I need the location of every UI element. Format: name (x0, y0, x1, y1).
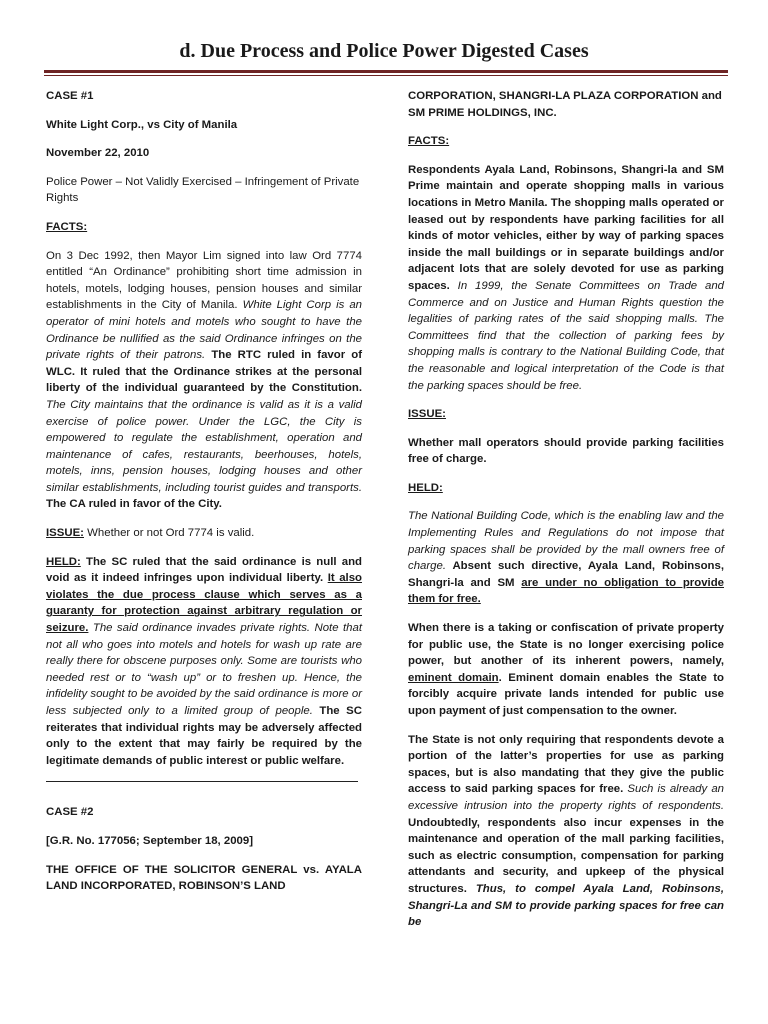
case1-facts-text-4: The City maintains that the ordinance is valid as it is a valid exercise of police power. Under the LGC, the City is empowered to regulate the establishment, operation and maintenance of cafes, restaurants, beerhouses, hotels, motels, inns, pension houses, lodging houses and other similar establishments, including tourist guides and transports. (46, 398, 362, 494)
left-column (46, 88, 362, 907)
case2-parties-end: CORPORATION, SHANGRI-LA PLAZA CORPORATION and SM PRIME HOLDINGS, INC. (408, 90, 722, 119)
case1-issue-text: Whether or not Ord 7774 is valid. (83, 527, 255, 540)
page-title: d. Due Process and Police Power Digested Cases (179, 40, 589, 62)
case1-issue-label: ISSUE: (46, 527, 84, 540)
case2-issue-text: Whether mall operators should provide parking facilities free of charge. (408, 436, 724, 466)
title-rule-thin (44, 75, 728, 76)
case1-date: November 22, 2010 (46, 147, 150, 160)
case1-facts-text-1: On 3 Dec 1992, then Mayor Lim signed into law Ord 7774 entitled “An Ordinance” prohibiting short time admission in hotels, motels, lodging houses, pension houses and similar establishments in the City of Manila. (46, 249, 362, 312)
case1-parties: White Light Corp., vs City of Manila (46, 118, 238, 131)
case1-held-text-1: The SC ruled that the said ordinance is null and void as it indeed infringes upon individual liberty. (46, 555, 362, 585)
case2-held-p3-text-1: The State is not only requiring that respondents devote a portion of the latter’s properties for use as parking spaces, but is also mandating that they give the public access to said parking spaces for free. (408, 733, 724, 796)
right-column (408, 88, 724, 943)
case2-held-paragraph-1 (408, 508, 724, 608)
case2-issue-heading: ISSUE: (408, 408, 446, 421)
case2-held-p3-text-4: Thus, to compel Ayala Land, Robinsons, Shangri-La and SM to provide parking spaces for free can be (408, 882, 725, 929)
case2-facts-heading: FACTS: (408, 135, 450, 148)
case2-held-p3-text-3: Undoubtedly, respondents also incur expenses in the maintenance and operation of the mall parking facilities, such as electric consumption, compensation for parking attendants and security, and upkeep of the physical structures. (408, 816, 724, 895)
case2-held-p2-text-3: . Eminent domain enables the State to forcibly acquire private lands intended for public use upon payment of just compensation to the owner. (408, 671, 724, 717)
case1-held-label: HELD: (46, 555, 81, 568)
case1-facts-text-3: The RTC ruled in favor of WLC. It ruled that the Ordinance strikes at the personal liberty of the individual guaranteed by the Constitution. (46, 349, 362, 395)
case1-facts (46, 248, 362, 514)
case1-facts-text-5: The CA ruled in favor of the City. (46, 498, 222, 511)
case1-label: CASE #1 (46, 90, 94, 102)
case2-held-p2-text-1: When there is a taking or confiscation of private property for public use, the State is no longer exercising police power, but another of its inherent powers, namely, (408, 622, 724, 668)
case2-held-p1-text-2: Absent such directive, Ayala Land, Robinsons, Shangri-la and SM (408, 560, 724, 589)
case1-held (46, 554, 362, 770)
case2-facts-text-2: In 1999, the Senate Committees on Trade and Commerce and on Justice and Human Rights question the legalities of parking rates of the said shopping malls. The Committees find that the collection of parking fees by shopping malls is contrary to the National Building Code, that the reasonable and logical interpretation of the Code is that the parking spaces should be free. (408, 279, 724, 392)
case1-facts-heading: FACTS: (46, 220, 88, 233)
title-rule (44, 70, 728, 73)
case2-held-p2-text-2: eminent domain (408, 671, 499, 684)
case2-parties-start: THE OFFICE OF THE SOLICITOR GENERAL vs. AYALA LAND INCORPORATED, ROBINSON’S LAND (46, 863, 362, 893)
case2-held-p3-text-2: Such is already an excessive intrusion into the property rights of respondents. (408, 783, 724, 812)
case2-held-heading: HELD: (408, 481, 443, 494)
case2-gr-number: [G.R. No. 177056; September 18, 2009] (46, 834, 254, 847)
case2-facts (408, 162, 724, 394)
case1-held-text-4: The SC reiterates that individual rights may be adversely affected only to the extent that may fairly be required by the legitimate demands of public interest or public welfare. (46, 705, 362, 767)
case1-facts-text-2: White Light Corp is an operator of mini hotels and motels who sought to have the Ordinance be nullified as the said Ordinance infringes on the private rights of their patrons. (46, 299, 362, 362)
case1-held-text-2: It also violates the due process clause which serves as a guaranty for protection against arbitrary regulation or seizure. (46, 572, 362, 635)
case2-facts-text-1: Respondents Ayala Land, Robinsons, Shangri-la and SM Prime maintain and operate shopping malls in various locations in Metro Manila. The shopping malls operated or leased out by respondents have parking facilities for all kinds of motor vehicles, either by way of parking spaces inside the mall buildings or in separate buildings and/or adjacent lots that are solely devoted for use as parking spaces. (408, 163, 724, 292)
case-divider (46, 781, 358, 782)
case2-held-paragraph-3 (408, 732, 724, 931)
case2-held-p1-text-3: are under no obligation to provide them for free. (408, 576, 724, 606)
case2-label: CASE #2 (46, 806, 94, 819)
case2-held-p1-text-1: The National Building Code, which is the enabling law and the Implementing Rules and Regulations do not impose that parking spaces shall be provided by the mall owners free of charge. (408, 510, 724, 573)
case1-issue (46, 525, 362, 542)
case1-topic: Police Power – Not Validly Exercised – Infringement of Private Rights (46, 175, 360, 205)
case1-held-text-3: The said ordinance invades private rights. Note that not all who goes into motels and hotels for wash up rate are really there for obscene purposes only. Some are tourists who needed rest or to “wash up” or to freshen up. Hence, the infidelity sought to be avoided by the said ordinance is more or less subjected only to a limited group of people. (46, 622, 362, 717)
case2-held-paragraph-2 (408, 620, 724, 720)
